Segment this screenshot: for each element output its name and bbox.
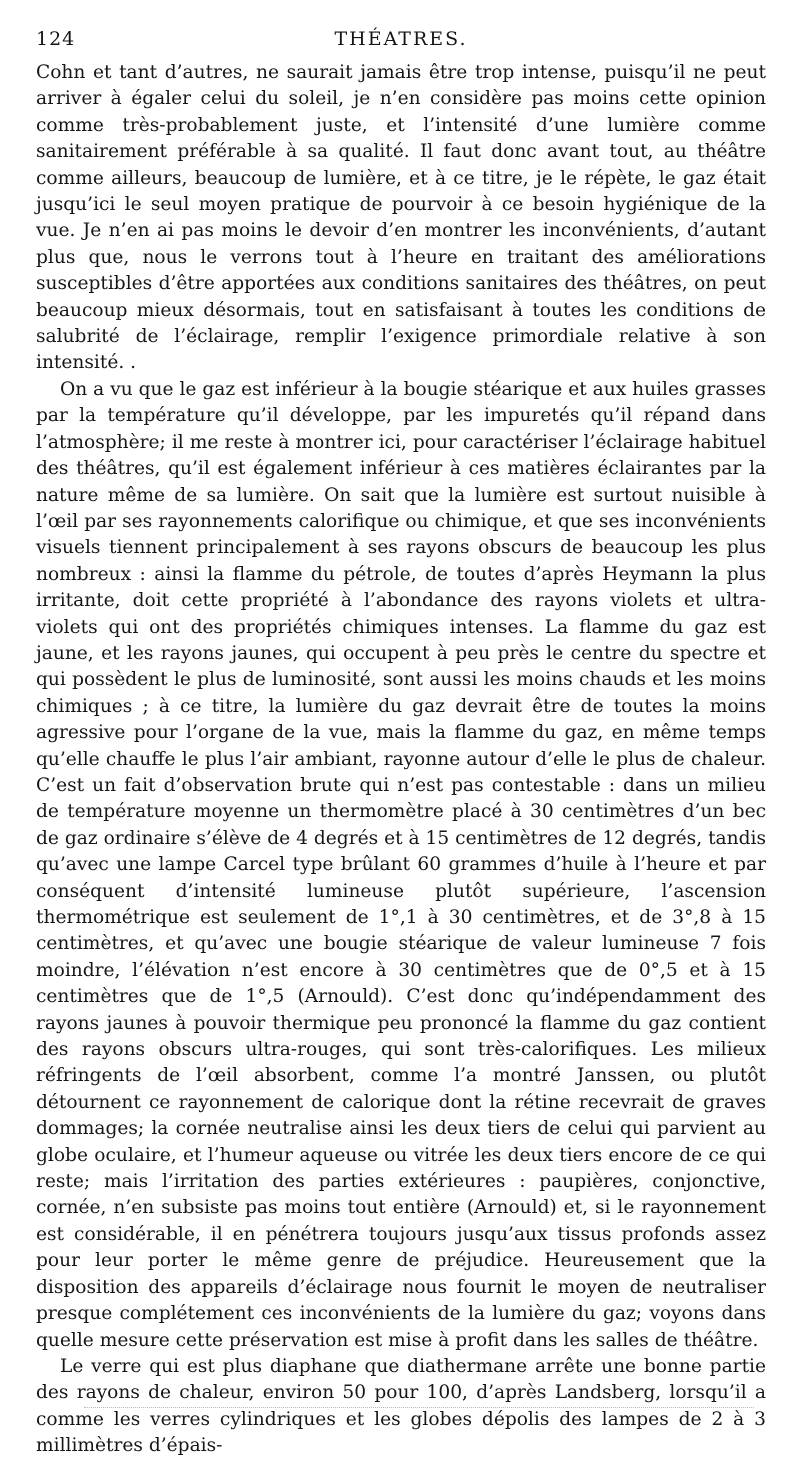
book-page <box>36 28 766 1460</box>
paragraph-continued: Cohn et tant d’autres, ne saurait jamais être trop intense, puisqu’il ne peut arriver à égaler celui du soleil, je n’en considère pas moins cette opinion comme très-probablement juste, et l’intensité d’une lumière comme sanitairement préférable à sa qualité. Il faut donc avant tout, au théâtre comme ailleurs, beaucoup de lumière, et à ce titre, je le répète, le gaz était jusqu’ici le seul moyen pratique de pourvoir à ce besoin hygiénique de la vue. Je n’en ai pas moins le devoir d’en montrer les inconvénients, d’autant plus que, nous le verrons tout à l’heure en traitant des améliorations susceptibles d’être apportées aux conditions sanitaires des théâtres, on peut beaucoup mieux désormais, tout en satisfaisant à toutes les conditions de salubrité de l’éclairage, remplir l’exigence primordiale relative à son intensité. . <box>36 62 766 374</box>
page-number: 124 <box>36 28 76 50</box>
paragraph-gaz-lumiere: On a vu que le gaz est inférieur à la bougie stéarique et aux huiles grasses par la température qu’il développe, par les impuretés qu’il répand dans l’atmosphère; il me reste à montrer ici, pour caractériser l’éclairage habituel des théâtres, qu’il est également inférieur à ces matières éclairantes par la nature même de sa lumière. On sait que la lumière est surtout nuisible à l’œil par ses rayonnements calorifique ou chimique, et que ses inconvénients visuels tiennent principalement à ses rayons obscurs de beaucoup les plus nombreux : ainsi la flamme du pétrole, de toutes d’après Heymann la plus irritante, doit cette propriété à l’abondance des rayons violets et ultra-violets qui ont des propriétés chimiques intenses. La flamme du gaz est jaune, et les rayons jaunes, qui occupent à peu près le centre du spectre et qui possèdent le plus de luminosité, sont aussi les moins chauds et les moins chimiques ; à ce titre, la lumière du gaz devrait être de toutes la moins agressive pour l’organe de la vue, mais la flamme du gaz, en même temps qu’elle chauffe le plus l’air ambiant, rayonne autour d’elle le plus de chaleur. C’est un fait d’observation brute qui n’est pas contestable : dans un milieu de température moyenne un thermomètre placé à 30 centimètres d’un bec de gaz ordinaire s’élève de 4 degrés et à 15 centimètres de 12 degrés, tandis qu’avec une lampe Carcel type brûlant 60 grammes d’huile à l’heure et par conséquent d’intensité lumineuse plutôt supérieure, l’ascension thermométrique est seulement de 1°,1 à 30 centimètres, et de 3°,8 à 15 centimètres, et qu’avec une bougie stéarique de valeur lumineuse 7 fois moindre, l’élévation n’est encore à 30 centimètres que de 0°,5 et à 15 centimètres que de 1°,5 (Arnould). C’est donc qu’indépendamment des rayons jaunes à pouvoir thermique peu prononcé la flamme du gaz contient des rayons obscurs ultra-rouges, qui sont très-calorifiques. Les milieux réfringents de l’œil absorbent, comme l’a montré Janssen, ou plutôt détournent ce rayonnement de calorique dont la rétine recevrait de graves dommages; la cornée neutralise ainsi les deux tiers de celui qui parvient au globe oculaire, et l’humeur aqueuse ou vitrée les deux tiers encore de ce qui reste; mais l’irritation des parties extérieures : paupières, conjonctive, cornée, n’en subsiste pas moins tout entière (Arnould) et, si le rayonnement est considérable, il en pénétrera toujours jusqu’aux tissus profonds assez pour leur porter le même genre de préjudice. Heureusement que la disposition des appareils d’éclairage nous fournit le moyen de neutraliser presque complétement ces inconvénients de la lumière du gaz; voyons dans quelle mesure cette préservation est mise à profit dans les salles de théâtre. <box>36 378 766 1351</box>
running-head <box>36 28 766 54</box>
bottom-dotted-rule <box>84 1407 754 1408</box>
paragraph-verre: Le verre qui est plus diaphane que diathermane arrête une bonne partie des rayons de chaleur, environ 50 pour 100, d’après Landsberg, lorsqu’il a comme les verres cylindriques et les globes dépolis des lampes de 2 à 3 millimètres d’épais- <box>36 1355 766 1457</box>
running-title: THÉATRES. <box>334 28 468 50</box>
body-text <box>36 60 766 1460</box>
